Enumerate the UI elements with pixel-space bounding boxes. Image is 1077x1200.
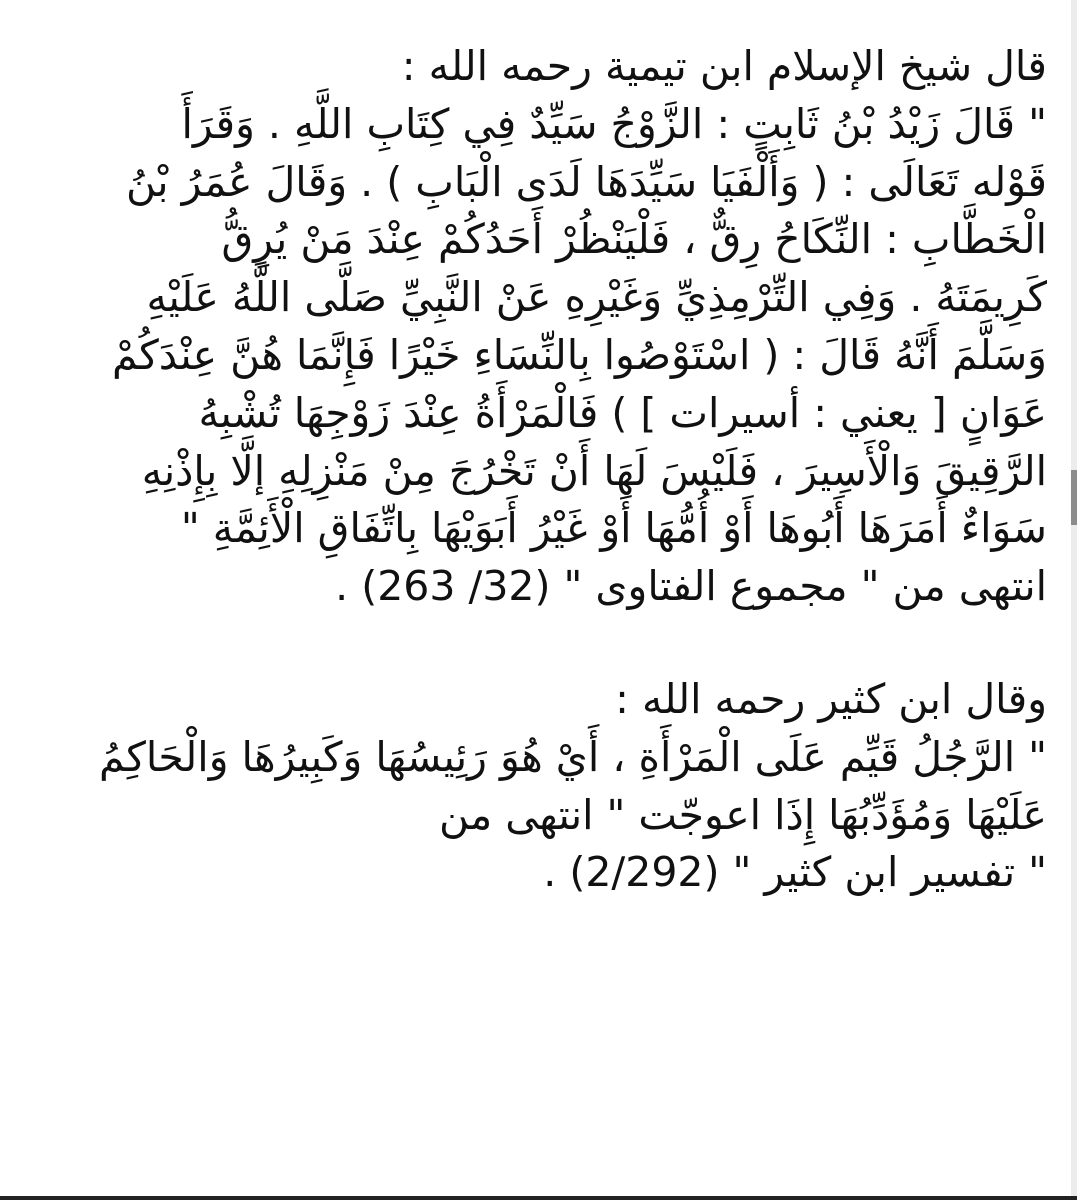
document-text: [58, 38, 1047, 902]
majmu-fatawa-citation: انتهى من " مجموع الفتاوى " (32/ 263) .: [335, 562, 1047, 611]
quote-line-6: عَوَانٍ [ يعني : أسيرات ] ) فَالْمَرْأَةُ عِنْدَ زَوْجِهَا تُشْبِهُ: [198, 388, 1047, 437]
quote-line-1: " قَالَ زَيْدُ بْنُ ثَابِتٍ : الزَّوْجُ سَيِّدٌ فِي كِتَابِ اللَّهِ . وَقَرَأَ: [181, 99, 1047, 148]
tafsir-ibn-kathir-citation: " تفسير ابن كثير " (2/292) .: [543, 848, 1047, 897]
quote-line-2: قَوْله تَعَالَى : ( وَأَلْفَيَا سَيِّدَهَا لَدَى الْبَابِ ) . وَقَالَ عُمَرُ بْنُ: [125, 157, 1047, 206]
scrollbar-thumb[interactable]: [1071, 470, 1077, 525]
scrollbar-track[interactable]: [1071, 0, 1077, 1200]
bottom-divider: [0, 1196, 1077, 1200]
ibn-kathir-quote-line-1: " الرَّجُلُ قَيِّم عَلَى الْمَرْأَةِ ، أَيْ هُوَ رَئِيسُهَا وَكَبِيرُهَا وَالْحَاكِمُ: [99, 732, 1047, 781]
ibn-kathir-attribution: وقال ابن كثير رحمه الله :: [615, 674, 1047, 723]
quote-line-3: الْخَطَّابِ : النِّكَاحُ رِقٌّ ، فَلْيَنْظُرْ أَحَدُكُمْ عِنْدَ مَنْ يُرِقُّ: [221, 215, 1047, 264]
quote-line-4: كَرِيمَتَهُ . وَفِي التِّرْمِذِيِّ وَغَيْرِهِ عَنْ النَّبِيِّ صَلَّى اللَّهُ عَلَيْهِ: [146, 273, 1047, 322]
quote-line-7: الرَّقِيقَ وَالْأَسِيرَ ، فَلَيْسَ لَهَا أَنْ تَخْرُجَ مِنْ مَنْزِلِهِ إلَّا بِإِذْنِهِ: [141, 446, 1047, 495]
paragraph-gap: [58, 616, 1047, 671]
ibn-taymiyyah-attribution: قال شيخ الإسلام ابن تيمية رحمه الله :: [401, 42, 1047, 90]
ibn-kathir-quote-line-2: عَلَيْهَا وَمُؤَدِّبُهَا إِذَا اعوجّت " انتهى من: [439, 790, 1047, 839]
quote-line-5: وَسَلَّمَ أَنَّهُ قَالَ : ( اسْتَوْصُوا بِالنِّسَاءِ خَيْرًا فَإِنَّمَا هُنَّ عِنْدَكُمْ: [111, 330, 1047, 379]
quote-line-8: سَوَاءٌ أَمَرَهَا أَبُوهَا أَوْ أُمُّهَا أَوْ غَيْرُ أَبَوَيْهَا بِاتِّفَاقِ الْأَئِمَّةِ ": [180, 504, 1047, 553]
